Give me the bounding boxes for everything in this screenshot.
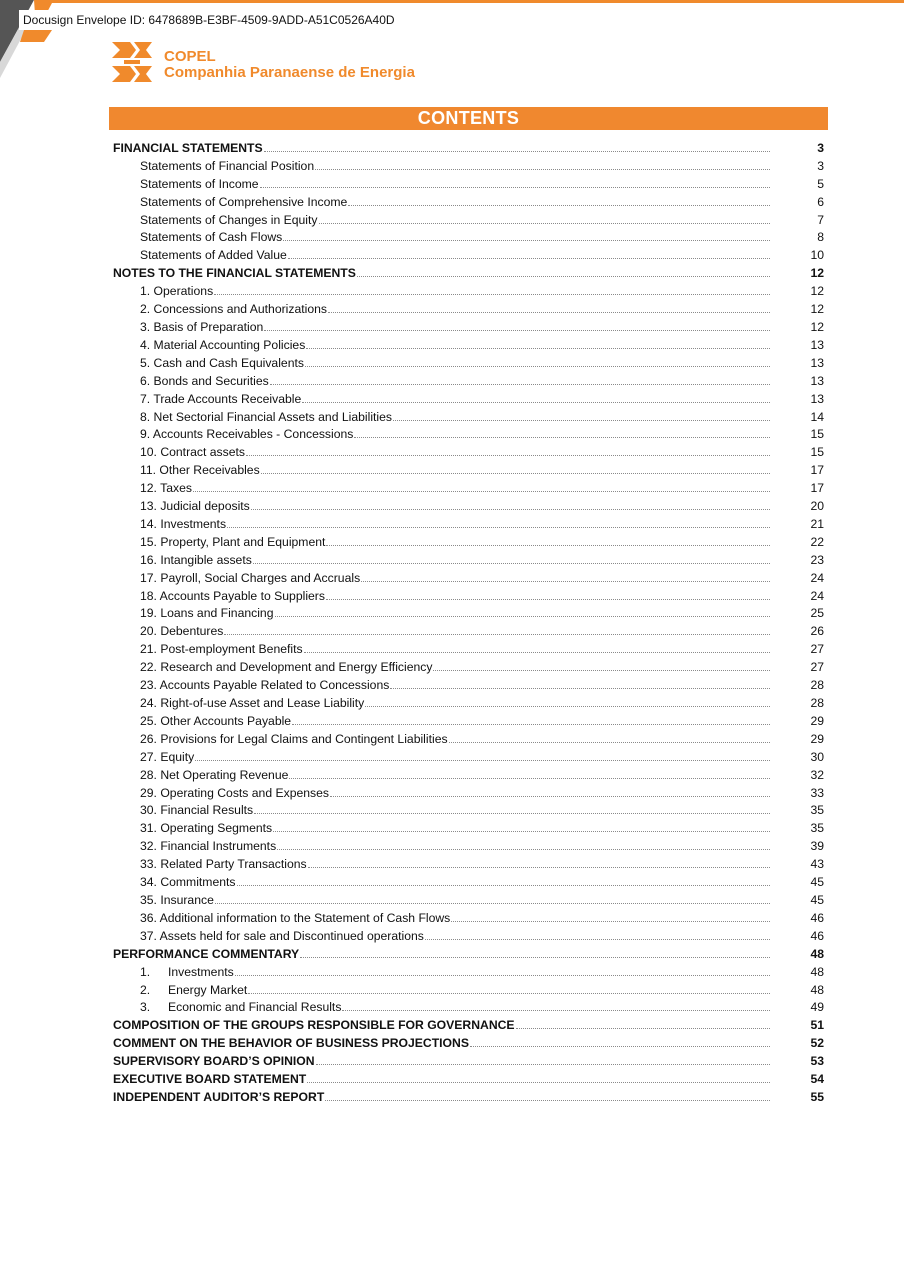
toc-page-number: 48	[810, 982, 824, 997]
dot-leader	[215, 902, 770, 904]
toc-entry-title: 27. Equity	[140, 749, 195, 764]
dot-leader	[326, 598, 770, 600]
toc-entry[interactable]	[113, 228, 824, 246]
dot-leader	[260, 186, 770, 188]
toc-page-number: 55	[810, 1089, 824, 1104]
dot-leader	[254, 812, 770, 814]
toc-section-entry[interactable]	[113, 1051, 824, 1069]
toc-entry-title: 11. Other Receivables	[140, 463, 260, 478]
toc-entry[interactable]	[113, 299, 824, 317]
toc-entry-title: Statements of Income	[140, 176, 259, 191]
dot-leader	[273, 830, 770, 832]
toc-entry[interactable]	[113, 317, 824, 335]
toc-page-number: 6	[817, 194, 824, 209]
toc-entry[interactable]	[113, 389, 824, 407]
toc-entry-title: Statements of Added Value	[140, 248, 287, 263]
dot-leader	[248, 992, 770, 994]
toc-entry-title: 9. Accounts Receivables - Concessions	[140, 427, 354, 442]
toc-entry[interactable]	[113, 245, 824, 263]
toc-entry-title: 4. Material Accounting Policies	[140, 337, 306, 352]
toc-entry-title: 10. Contract assets	[140, 445, 245, 460]
toc-section-entry[interactable]	[113, 1069, 824, 1087]
dot-leader	[275, 615, 771, 617]
toc-entry-title: 5. Cash and Cash Equivalents	[140, 355, 304, 370]
toc-page-number: 20	[810, 499, 824, 514]
toc-entry-title: 8. Net Sectorial Financial Assets and Liabilities	[140, 409, 393, 424]
dot-leader	[516, 1027, 770, 1029]
toc-page-number: 8	[817, 230, 824, 245]
dot-leader	[304, 651, 770, 653]
dot-leader	[251, 508, 770, 510]
toc-entry[interactable]	[113, 980, 824, 998]
toc-page-number: 45	[810, 875, 824, 890]
toc-entry[interactable]	[113, 532, 824, 550]
toc-entry-title: 6. Bonds and Securities	[140, 373, 269, 388]
dot-leader	[300, 956, 770, 958]
toc-section-entry[interactable]	[113, 1015, 824, 1033]
toc-section-entry[interactable]	[113, 263, 824, 281]
toc-entry-title-text: Investments	[168, 964, 234, 979]
toc-entry-number: 3.	[140, 1000, 151, 1015]
dot-leader	[308, 866, 770, 868]
toc-entry-title: 29. Operating Costs and Expenses	[140, 785, 330, 800]
toc-entry[interactable]	[113, 335, 824, 353]
toc-entry-title: 22. Research and Development and Energy Efficiency	[140, 660, 433, 675]
toc-page-number: 53	[810, 1054, 824, 1069]
toc-entry-title: 23. Accounts Payable Related to Concessions	[140, 678, 390, 693]
toc-page-number: 28	[810, 678, 824, 693]
toc-entry[interactable]	[113, 604, 824, 622]
toc-entry[interactable]	[113, 783, 824, 801]
toc-entry[interactable]	[113, 371, 824, 389]
toc-entry-title: 26. Provisions for Legal Claims and Contingent Liabilities	[140, 731, 448, 746]
toc-entry[interactable]	[113, 872, 824, 890]
toc-page-number: 49	[810, 1000, 824, 1015]
toc-page-number: 22	[810, 534, 824, 549]
toc-entry-title: 12. Taxes	[140, 481, 192, 496]
toc-entry[interactable]	[113, 729, 824, 747]
dot-leader	[288, 257, 770, 259]
toc-entry[interactable]	[113, 407, 824, 425]
toc-entry[interactable]	[113, 765, 824, 783]
toc-page-number: 29	[810, 713, 824, 728]
toc-page-number: 12	[810, 266, 824, 281]
toc-entry-number: 1.	[140, 964, 151, 979]
toc-page-number: 35	[810, 803, 824, 818]
toc-entry-number: 2.	[140, 982, 151, 997]
toc-entry[interactable]	[113, 281, 824, 299]
docusign-envelope-id: Docusign Envelope ID: 6478689B-E3BF-4509-9ADD-A51C0526A40D	[19, 10, 399, 30]
toc-entry-title: 30. Financial Results	[140, 803, 254, 818]
toc-entry[interactable]	[113, 747, 824, 765]
toc-page-number: 15	[810, 445, 824, 460]
toc-page-number: 29	[810, 731, 824, 746]
toc-page-number: 33	[810, 785, 824, 800]
dot-leader	[342, 1009, 770, 1011]
toc-entry-title: Statements of Financial Position	[140, 158, 315, 173]
toc-entry-title: Statements of Comprehensive Income	[140, 194, 348, 209]
toc-page-number: 24	[810, 588, 824, 603]
toc-entry[interactable]	[113, 621, 824, 639]
toc-page-number: 13	[810, 373, 824, 388]
toc-page-number: 46	[810, 910, 824, 925]
dot-leader	[292, 723, 770, 725]
toc-entry-title: 32. Financial Instruments	[140, 839, 277, 854]
toc-page-number: 17	[810, 481, 824, 496]
toc-entry-title: SUPERVISORY BOARD’S OPINION	[113, 1054, 315, 1069]
toc-page-number: 27	[810, 660, 824, 675]
toc-entry-title: COMPOSITION OF THE GROUPS RESPONSIBLE FOR GOVERNANCE	[113, 1018, 515, 1033]
toc-section-entry[interactable]	[113, 1033, 824, 1051]
toc-entry[interactable]	[113, 568, 824, 586]
dot-leader	[193, 490, 770, 492]
toc-page-number: 48	[810, 964, 824, 979]
toc-page-number: 46	[810, 928, 824, 943]
toc-page-number: 43	[810, 857, 824, 872]
dot-leader	[253, 562, 770, 564]
toc-page-number: 10	[810, 248, 824, 263]
dot-leader	[227, 526, 770, 528]
toc-entry[interactable]	[113, 908, 824, 926]
toc-page-number: 25	[810, 606, 824, 621]
toc-entry-title: 37. Assets held for sale and Discontinued operations	[140, 928, 424, 943]
toc-entry-title: 18. Accounts Payable to Suppliers	[140, 588, 325, 603]
dot-leader	[425, 938, 770, 940]
toc-page-number: 12	[810, 302, 824, 317]
toc-entry[interactable]	[113, 210, 824, 228]
dot-leader	[470, 1045, 770, 1047]
toc-entry[interactable]	[113, 478, 824, 496]
dot-leader	[319, 222, 771, 224]
toc-entry[interactable]	[113, 442, 824, 460]
toc-page-number: 13	[810, 337, 824, 352]
toc-entry-title: Statements of Cash Flows	[140, 230, 283, 245]
toc-page-number: 13	[810, 391, 824, 406]
toc-entry[interactable]	[113, 818, 824, 836]
dot-leader	[237, 884, 771, 886]
toc-page-number: 3	[817, 140, 824, 155]
contents-heading: CONTENTS	[109, 107, 828, 130]
toc-entry-title: 17. Payroll, Social Charges and Accruals	[140, 570, 361, 585]
toc-page-number: 54	[810, 1072, 824, 1087]
dot-leader	[357, 275, 770, 277]
toc-entry-title: 28. Net Operating Revenue	[140, 767, 289, 782]
toc-page-number: 14	[810, 409, 824, 424]
toc-entry-title-text: Economic and Financial Results	[168, 1000, 342, 1015]
toc-page-number: 7	[817, 212, 824, 227]
dot-leader	[433, 669, 770, 671]
dot-leader	[277, 848, 770, 850]
toc-entry[interactable]	[113, 514, 824, 532]
toc-entry[interactable]	[113, 675, 824, 693]
toc-entry[interactable]	[113, 353, 824, 371]
dot-leader	[316, 1063, 770, 1065]
dot-leader	[361, 580, 770, 582]
toc-page-number: 21	[810, 516, 824, 531]
toc-entry-title: 19. Loans and Financing	[140, 606, 274, 621]
toc-entry-title: COMMENT ON THE BEHAVIOR OF BUSINESS PROJECTIONS	[113, 1036, 469, 1051]
dot-leader	[449, 741, 770, 743]
toc-section-entry[interactable]	[113, 944, 824, 962]
dot-leader	[365, 705, 770, 707]
dot-leader	[195, 759, 770, 761]
dot-leader	[348, 204, 770, 206]
toc-entry-title	[140, 1000, 341, 1015]
dot-leader	[270, 383, 770, 385]
toc-entry-title: NOTES TO THE FINANCIAL STATEMENTS	[113, 266, 356, 281]
toc-entry-title: 36. Additional information to the Statement of Cash Flows	[140, 910, 451, 925]
toc-entry[interactable]	[113, 998, 824, 1016]
dot-leader	[261, 472, 770, 474]
brand-name: COPEL	[164, 48, 216, 65]
toc-entry-title: 13. Judicial deposits	[140, 499, 250, 514]
toc-page-number: 51	[810, 1018, 824, 1033]
toc-entry-title	[140, 983, 247, 998]
toc-entry-title: 35. Insurance	[140, 892, 214, 907]
dot-leader	[264, 329, 770, 331]
dot-leader	[305, 365, 770, 367]
toc-page-number: 48	[810, 946, 824, 961]
toc-entry-title: 1. Operations	[140, 284, 214, 299]
toc-entry-title: 3. Basis of Preparation	[140, 319, 264, 334]
toc-entry-title: 14. Investments	[140, 516, 227, 531]
toc-page-number: 17	[810, 463, 824, 478]
toc-entry[interactable]	[113, 836, 824, 854]
toc-page-number: 12	[810, 284, 824, 299]
dot-leader	[325, 1099, 770, 1101]
dot-leader	[328, 311, 770, 313]
toc-entry-title: EXECUTIVE BOARD STATEMENT	[113, 1072, 307, 1087]
toc-entry-title: 24. Right-of-use Asset and Lease Liability	[140, 696, 365, 710]
toc-entry[interactable]	[113, 657, 824, 675]
toc-page-number: 24	[810, 570, 824, 585]
dot-leader	[302, 401, 770, 403]
dot-leader	[330, 795, 770, 797]
toc-entry-title: 31. Operating Segments	[140, 821, 273, 836]
toc-page-number: 23	[810, 552, 824, 567]
toc-entry[interactable]	[113, 801, 824, 819]
toc-entry-title: 34. Commitments	[140, 875, 236, 890]
toc-entry-title	[140, 965, 234, 980]
copel-logo-mark-icon	[110, 42, 156, 84]
toc-page-number: 15	[810, 427, 824, 442]
brand-full-name: Companhia Paranaense de Energia	[164, 64, 415, 81]
toc-entry[interactable]	[113, 586, 824, 604]
toc-entry[interactable]	[113, 693, 824, 711]
toc-page-number: 45	[810, 892, 824, 907]
dot-leader	[315, 168, 770, 170]
toc-page-number: 32	[810, 767, 824, 782]
logo-text	[164, 49, 415, 81]
toc-page-number: 52	[810, 1036, 824, 1051]
toc-entry-title: 21. Post-employment Benefits	[140, 642, 303, 657]
dot-leader	[393, 419, 770, 421]
toc-entry[interactable]	[113, 156, 824, 174]
toc-entry[interactable]	[113, 496, 824, 514]
toc-entry[interactable]	[113, 890, 824, 908]
toc-page-number: 13	[810, 355, 824, 370]
toc-page-number: 27	[810, 642, 824, 657]
toc-page-number: 5	[817, 176, 824, 191]
toc-entry[interactable]	[113, 639, 824, 657]
toc-entry-title: INDEPENDENT AUDITOR’S REPORT	[113, 1089, 325, 1104]
toc-section-entry[interactable]	[113, 138, 824, 156]
dot-leader	[289, 777, 770, 779]
toc-entry-title: 2. Concessions and Authorizations	[140, 302, 327, 317]
toc-page-number: 26	[810, 624, 824, 639]
toc-entry-title: 25. Other Accounts Payable	[140, 713, 292, 728]
dot-leader	[224, 633, 770, 635]
toc-entry-title: FINANCIAL STATEMENTS	[113, 140, 263, 155]
toc-entry-title: 20. Debentures	[140, 624, 224, 639]
dot-leader	[306, 347, 770, 349]
toc-entry[interactable]	[113, 460, 824, 478]
toc-entry-title: 33. Related Party Transactions	[140, 857, 307, 872]
dot-leader	[214, 293, 770, 295]
toc-entry[interactable]	[113, 550, 824, 568]
dot-leader	[307, 1081, 770, 1083]
toc-entry-title: 15. Property, Plant and Equipment	[140, 534, 326, 549]
toc-page-number: 35	[810, 821, 824, 836]
toc-entry-title: PERFORMANCE COMMENTARY	[113, 946, 300, 961]
dot-leader	[451, 920, 770, 922]
copel-logo	[110, 42, 430, 84]
dot-leader	[264, 150, 770, 152]
toc-entry[interactable]	[113, 425, 824, 443]
toc-entry[interactable]	[113, 174, 824, 192]
toc-entry-title: 16. Intangible assets	[140, 552, 252, 567]
toc-page-number: 30	[810, 749, 824, 764]
toc-page-number: 39	[810, 839, 824, 854]
toc-entry[interactable]	[113, 711, 824, 729]
dot-leader	[326, 544, 770, 546]
toc-entry-title-text: Energy Market	[168, 982, 248, 997]
toc-section-entry[interactable]	[113, 1087, 824, 1105]
dot-leader	[283, 239, 770, 241]
toc-entry-title: Statements of Changes in Equity	[140, 212, 318, 227]
toc-entry[interactable]	[113, 854, 824, 872]
toc-entry[interactable]	[113, 926, 824, 944]
toc-entry[interactable]	[113, 962, 824, 980]
toc-entry-title: 7. Trade Accounts Receivable	[140, 391, 302, 406]
dot-leader	[246, 454, 770, 456]
toc-entry[interactable]	[113, 192, 824, 210]
dot-leader	[354, 436, 770, 438]
toc-page-number: 3	[817, 158, 824, 173]
table-of-contents	[113, 138, 824, 1105]
toc-page-number: 12	[810, 319, 824, 334]
dot-leader	[235, 974, 770, 976]
dot-leader	[390, 687, 770, 689]
toc-page-number: 28	[810, 696, 824, 710]
